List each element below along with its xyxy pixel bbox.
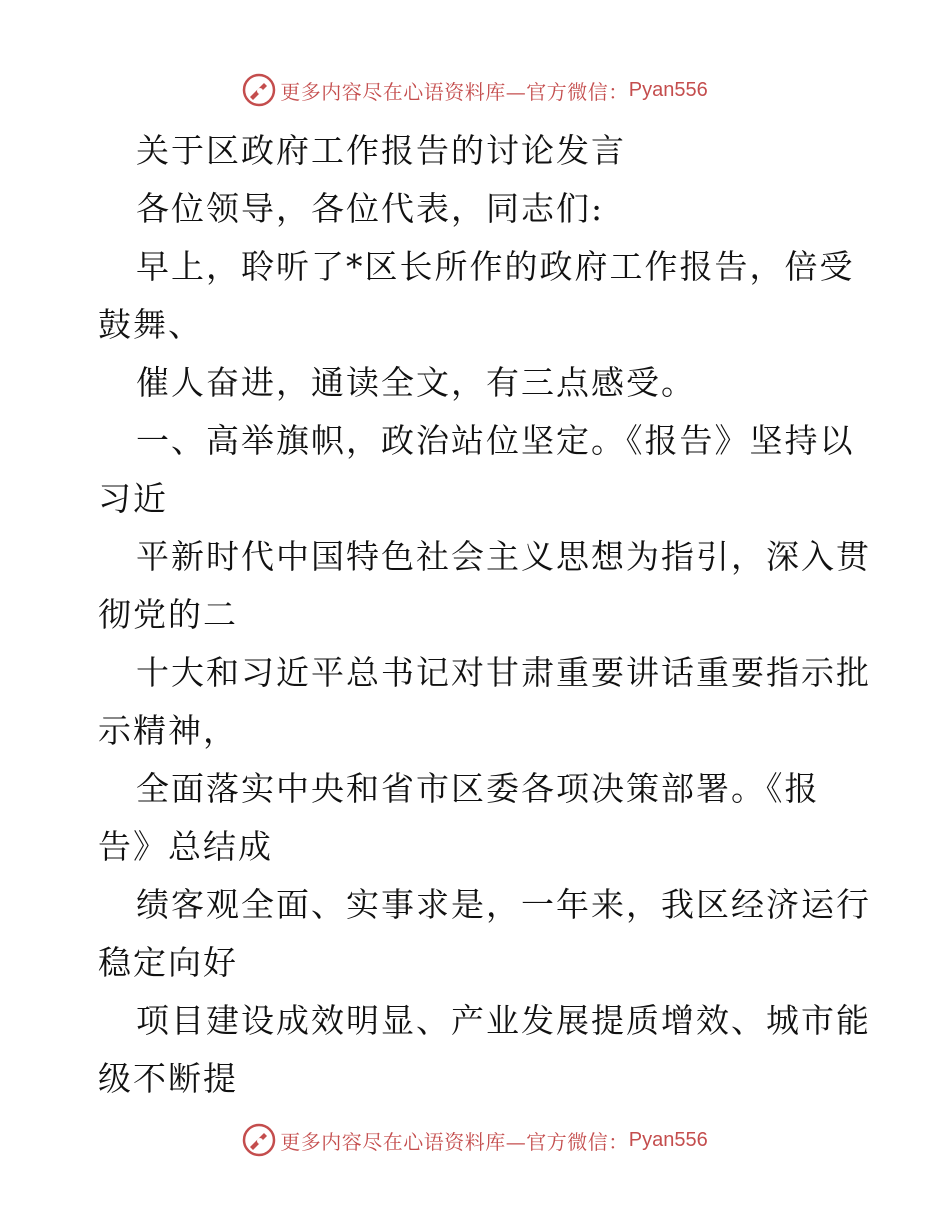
paragraph-line: 催人奋进，通读全文，有三点感受。 <box>136 363 696 402</box>
pen-logo-icon <box>242 1123 276 1157</box>
paragraph-line: 彻党的二 <box>98 595 238 634</box>
paragraph-line: 示精神， <box>98 711 238 750</box>
paragraph-line: 稳定向好 <box>98 943 238 982</box>
pen-logo-icon <box>242 73 276 107</box>
paragraph-line: 级不断提 <box>98 1059 238 1098</box>
paragraph-line: 习近 <box>98 479 168 518</box>
paragraph-line: 十大和习近平总书记对甘肃重要讲话重要指示批 <box>136 653 871 692</box>
document-title: 关于区政府工作报告的讨论发言 <box>136 131 626 170</box>
salutation: 各位领导，各位代表，同志们: <box>136 189 605 228</box>
header-banner <box>0 70 950 110</box>
wechat-id: Pyan556 <box>628 1128 708 1151</box>
paragraph-line: 项目建设成效明显、产业发展提质增效、城市能 <box>136 1001 871 1040</box>
paragraph-line: 告》总结成 <box>98 827 273 866</box>
paragraph-line: 一、高举旗帜，政治站位坚定。《报告》坚持以 <box>136 421 855 460</box>
document-body <box>98 122 871 1108</box>
paragraph-line: 早上，聆听了*区长所作的政府工作报告，倍受 <box>136 247 855 286</box>
banner-text: 更多内容尽在心语资料库—官方微信： <box>280 79 629 104</box>
wechat-id: Pyan556 <box>628 78 708 101</box>
footer-banner <box>0 1120 950 1160</box>
paragraph-line: 平新时代中国特色社会主义思想为指引，深入贯 <box>136 537 871 576</box>
paragraph-line: 绩客观全面、实事求是，一年来，我区经济运行 <box>136 885 871 924</box>
paragraph-line: 鼓舞、 <box>98 305 203 344</box>
banner-text: 更多内容尽在心语资料库—官方微信： <box>280 1129 629 1154</box>
paragraph-line: 全面落实中央和省市区委各项决策部署。《报 <box>136 769 820 808</box>
